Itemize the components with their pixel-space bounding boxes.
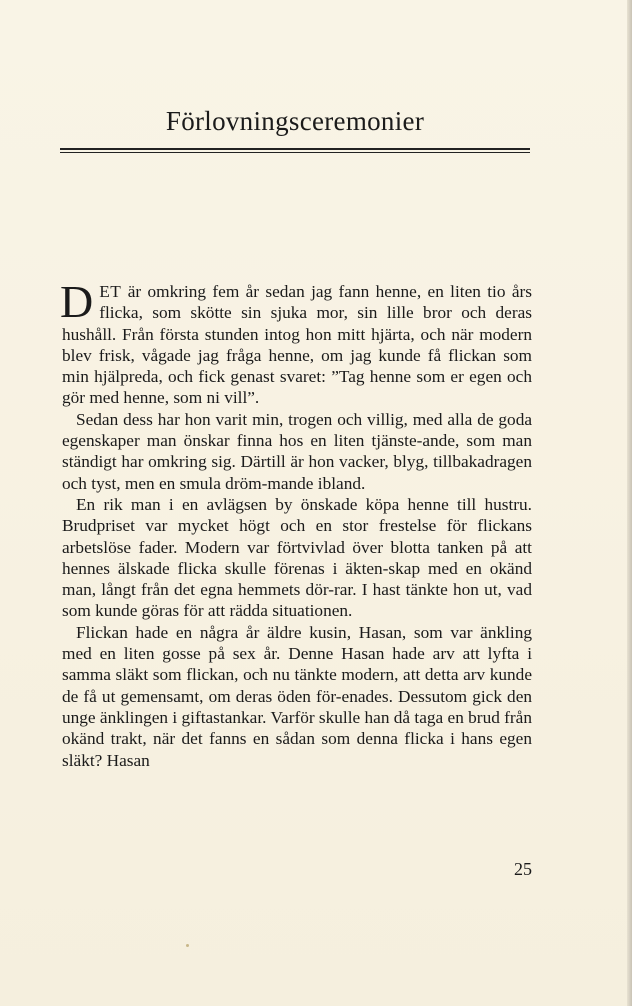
paragraph: [60, 276, 532, 409]
body-text: [60, 276, 532, 771]
paragraph: Sedan dess har hon varit min, trogen och villig, med alla de goda egenskaper man önskar finna hos en liten tjänste-ande, som man ständigt har omkring sig. Därtill är hon vacker, blyg, tillbakadragen och tyst, men en smula dröm-mande ibland.: [62, 409, 532, 493]
paper-speck: [186, 944, 189, 947]
paragraph: Flickan hade en några år äldre kusin, Hasan, som var änkling med en liten gosse på sex år. Denne Hasan hade arv att lyfta i samma släkt som flickan, och nu tänkte modern, att detta arv kunde de få ut gemensamt, om deras öden för-enades. Dessutom gick den unge änklingen i giftastankar. Varför skulle han då taga en brud från okänd trakt, när det fanns en sådan som denna flicka i hans egen släkt? Hasan: [62, 622, 532, 770]
first-word-rest: ET: [99, 282, 122, 301]
page-number: 25: [514, 859, 532, 879]
paragraph-text: är omkring fem år sedan jag fann henne, en liten tio års flicka, som skötte sin sjuka mor, sin lille bror och deras hushåll. Från första stunden intog hon mitt hjärta, och när modern blev frisk, vågade jag fråga henne, om jag kunde få flickan som min hjälpreda, och fick genast svaret: ”Tag henne som er egen och gör med henne, som ni vill”.: [62, 282, 532, 408]
page-edge: [627, 0, 632, 1006]
title-rule-thin: [60, 152, 530, 153]
chapter-title: Förlovningsceremonier: [165, 106, 425, 136]
paragraph: En rik man i en avlägsen by önskade köpa henne till hustru. Brudpriset var mycket högt och en stor frestelse för flickans arbetslöse fader. Modern var förtvivlad över blotta tanken på att hennes älskade flicka skulle förenas i äkten-skap med en okänd man, långt från det egna hemmets dör-rar. I hast tänkte hon ut, vad som kunde göras för att rädda situationen.: [62, 494, 532, 621]
title-rule-thick: [60, 148, 530, 150]
drop-cap: D: [60, 276, 94, 327]
